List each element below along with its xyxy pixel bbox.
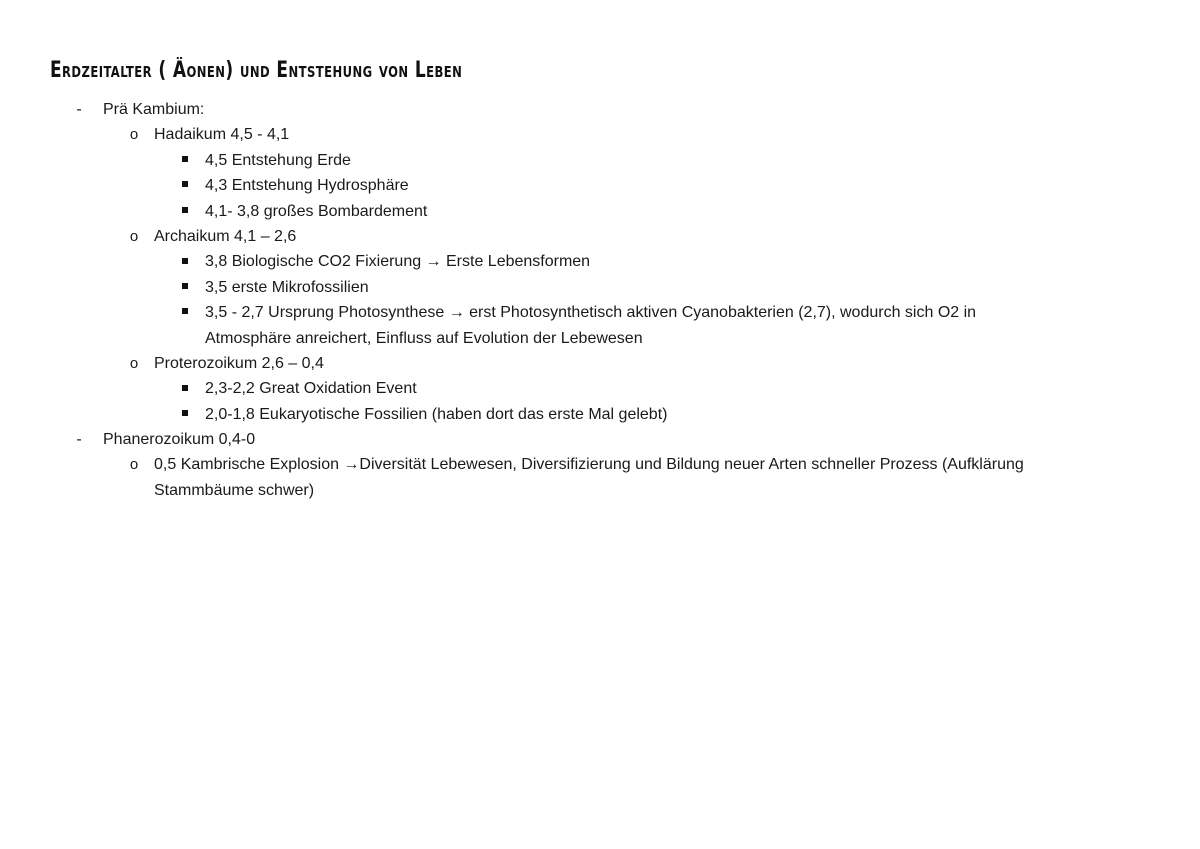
list-item [0,452,1200,477]
list-item-label: Phanerozoikum 0,4-0 [103,431,256,449]
list-item-text: 4,3 Entstehung Hydrosphäre [205,177,409,195]
list-item [0,249,1200,274]
outline-list [0,97,1200,503]
list-item-text: 3,5 - 2,7 Ursprung Photosynthese → erst Photosynthetisch aktiven Cyanobakterien (2,7), wodurch sich O2 in [205,304,977,322]
circle-bullet: o [129,126,139,144]
list-item-text: 2,3-2,2 Great Oxidation Event [205,380,417,398]
dash-bullet: - [76,101,82,118]
list-item-prae-kambium [0,97,1200,122]
dash-bullet: - [76,431,82,449]
square-bullet-icon [181,199,189,224]
circle-bullet: o [129,354,139,372]
list-item-text: 0,5 Kambrische Explosion →Diversität Lebewesen, Diversifizierung und Bildung neuer Arten schneller Prozess (Aufklärung [154,456,1024,474]
list-item-label: Hadaikum 4,5 - 4,1 [154,126,290,144]
list-item-archaikum [0,224,1200,249]
list-item [0,275,1200,300]
list-item-label: Proterozoikum 2,6 – 0,4 [154,354,324,372]
list-item-continuation [0,478,1200,503]
list-item-text: 4,1- 3,8 großes Bombardement [205,202,428,220]
list-item [0,300,1200,325]
circle-bullet: o [129,227,139,245]
list-item [0,376,1200,401]
list-item-text: Stammbäume schwer) [154,481,315,499]
square-bullet-icon [181,249,189,274]
square-bullet-icon [181,148,189,173]
list-item-continuation [0,326,1200,351]
list-item-hadaikum [0,122,1200,147]
list-item-proterozoikum [0,351,1200,376]
circle-bullet: o [129,456,139,474]
list-item [0,402,1200,427]
list-item-text: 3,8 Biologische CO2 Fixierung → Erste Lebensformen [205,253,591,271]
square-bullet-icon [181,376,189,401]
list-item [0,173,1200,198]
list-item [0,148,1200,173]
list-item-text: Atmosphäre anreichert, Einfluss auf Evolution der Lebewesen [205,329,643,347]
list-item-phanerozoikum [0,427,1200,452]
square-bullet-icon [181,275,189,300]
square-bullet-icon [181,173,189,198]
document-title: Erdzeitalter ( Äonen) und Entstehung von Leben [50,58,463,83]
square-bullet-icon [181,300,189,325]
list-item-text: 4,5 Entstehung Erde [205,151,351,169]
list-item-text: 3,5 erste Mikrofossilien [205,278,369,296]
list-item [0,199,1200,224]
list-item-text: 2,0-1,8 Eukaryotische Fossilien (haben dort das erste Mal gelebt) [205,405,668,423]
square-bullet-icon [181,402,189,427]
list-item-label: Prä Kambium: [103,101,205,118]
list-item-label: Archaikum 4,1 – 2,6 [154,227,297,245]
